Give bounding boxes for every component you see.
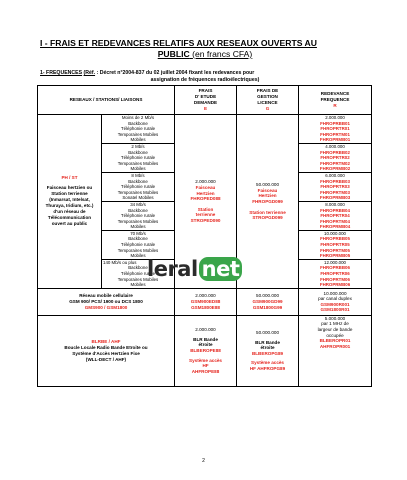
table-row-blr (38, 315, 372, 386)
band-cell: Moins de 2 Mb/s Backbone Téléphonie rurale Temporaires Mobiles Mobiles (102, 115, 175, 144)
fees-table (37, 85, 372, 387)
page-number: 2 (202, 458, 205, 464)
study-fees-cell: 2.000.000 Faisceau Hertzien FHROPED088 Station terrienne STROPED090 (175, 115, 237, 289)
blr-study-fees: 2.000.000 BLR Bande étroite BLBEROPE88 Système accès HF AHFROPE88 (175, 315, 237, 386)
band-cell: 8 Mb/s Backbone Téléphonie rurale Temporaires Mobiles Sonatel Mobiles (102, 172, 175, 201)
band-cell: 2 Mb/s Backbone Téléphonie rurale Temporaires Mobiles Mobiles (102, 143, 175, 172)
reference-ref-label: (Réf. (83, 70, 96, 76)
gsm-management-fees: 50.000.000 GSM900GD99 GSM1800G99 (237, 288, 299, 315)
frequency-fee-cell: 8.000.000 FHROPRBB04 FHROPRTR04 FHROPRTM04 FHROPRMB04 (299, 201, 372, 230)
header-frequency-fee: REDEVANCE FREQUENCE R (299, 86, 372, 115)
reference-label: 1- FREQUENCES (40, 70, 83, 76)
header-study-fees: FRAIS D' ETUDE DEMANDE E (175, 86, 237, 115)
band-cell: 34 Mb/s Backbone Téléphonie rurale Temporaires Mobiles Mobiles (102, 201, 175, 230)
title-currency: (en francs CFA) (192, 49, 253, 59)
header-networks: RESEAUX / STATIONS/ LIAISONS (38, 86, 175, 115)
band-cell: 70 Mb/s Backbone Téléphonie rurale Temporaires Mobiles Mobiles (102, 230, 175, 259)
blr-management-fees: 50.000.000 BLR Bande étroite BLBEROPG89 Système accès HF AHFROPG89 (237, 315, 299, 386)
gsm-frequency-fee: 10.000.000 par canal duplex GSM900R001 GSM1800R01 (299, 288, 372, 315)
frequency-fee-cell: 12.000.000 FHROPRBB06 FHROPRTR06 FHROPRTM06 FHROPRMB06 (299, 259, 372, 288)
table-row (38, 115, 372, 144)
gsm-study-fees: 2.000.000 GSM900ED88 GSM1800E88 (175, 288, 237, 315)
frequency-fee-cell: 2.000.000 FHROPRBB01 FHROPRTR01 FHROPRTM01 FHROPRMB01 (299, 115, 372, 144)
table-header-row (38, 86, 372, 115)
frequency-fee-cell: 6.000.000 FHROPRBB03 FHROPRTR03 FHROPRTM03 FHROPRMB03 (299, 172, 372, 201)
blr-frequency-fee: 5.000.000 par 1 MHz de largeur de bande occupée BLBEROPR01 AHFROPR001 (299, 315, 372, 386)
title-line-1: I - FRAIS ET REDEVANCES RELATIFS AUX RESEAUX OUVERTS AU (40, 38, 317, 48)
gsm-network-cell: Réseau mobile cellulaire GSM 900/ PCS/ 1900 ou DCS 1800 GMS900 / GSM1800 (38, 288, 175, 315)
table-row-gsm (38, 288, 372, 315)
title-line-2: PUBLIC (157, 49, 190, 59)
fh-network-cell: PH / ST Faisceau hertzien ou Station terrienne (Inmarsat, Intelsat, Thuraya, Iridium, etc.) d'un réseau de Télécommunication ouvert au public (38, 115, 102, 289)
management-fees-cell: 50.000.000 Faisceau Hertzien FHROPGD099 Station terrienne STROPGD099 (237, 115, 299, 289)
frequency-fee-cell: 4.000.000 FHROPRBB02 FHROPRTR02 FHROPRTM02 FHROPRMB02 (299, 143, 372, 172)
leralnet-watermark: leral net (147, 254, 237, 284)
band-cell: 140 Mb/s ou plus Backbone Téléphonie rurale Temporaires Mobiles Mobiles (102, 259, 175, 288)
blr-network-cell: BLRBE / AHF Boucle Locale Radio Bande Etroite ou Système d'Accès Hertzien Fixe (WLL-DECT / AHF) (38, 315, 175, 386)
reference-text-2: assignation de fréquences radioélectriques) (150, 76, 260, 83)
frequency-fee-cell: 10.000.000 FHROPRBB05 FHROPRTR05 FHROPRTM05 FHROPRMB05 (299, 230, 372, 259)
header-management-fees: FRAIS DE GESTION LICENCE G (237, 86, 299, 115)
reference-paragraph (40, 70, 370, 83)
section-title (40, 38, 370, 60)
reference-text: : Décret n°2004-837 du 02 juillet 2004 fixant les redevances pour (96, 70, 255, 76)
